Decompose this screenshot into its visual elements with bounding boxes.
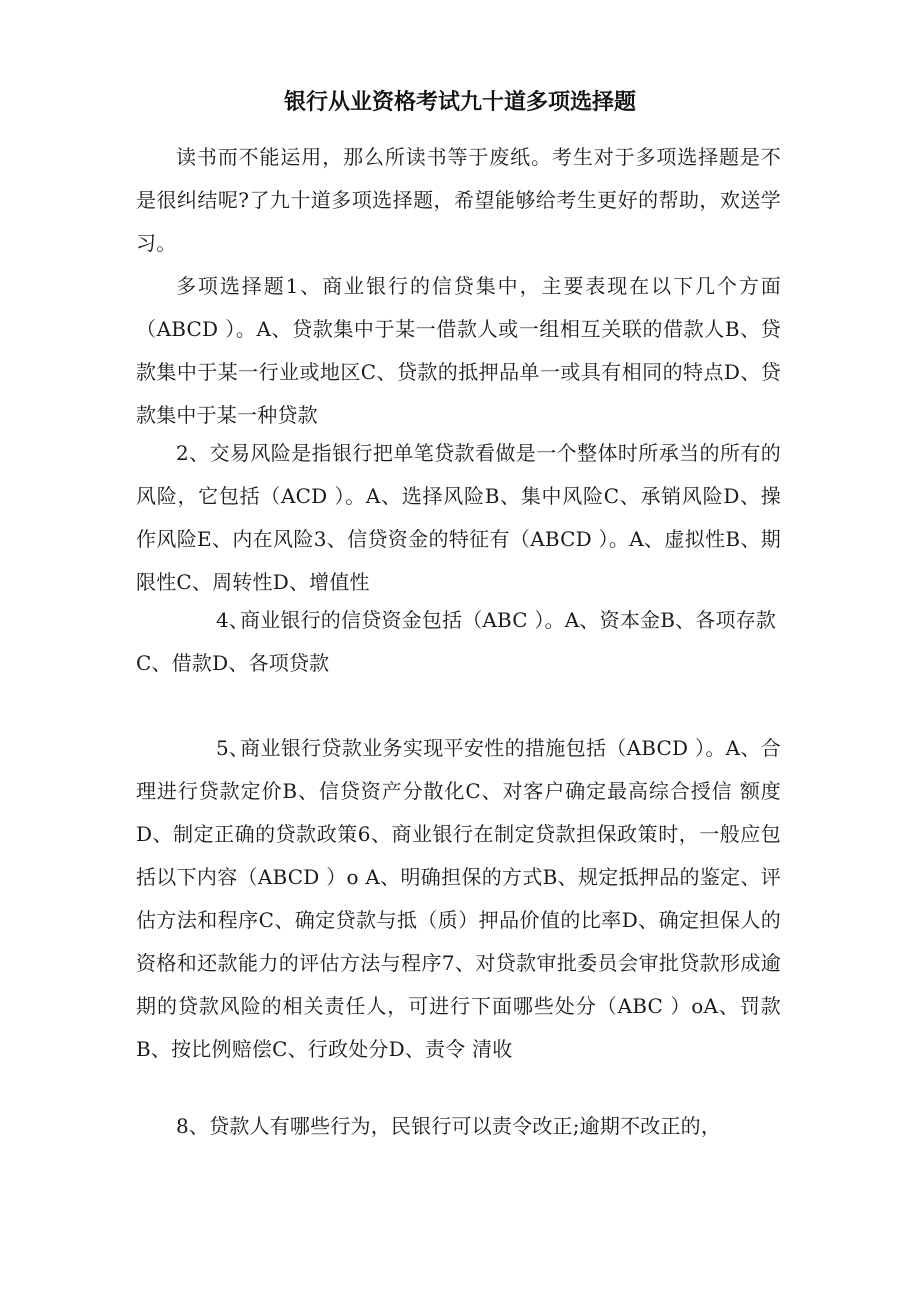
paragraph-question-1: 多项选择题1、商业银行的信贷集中，主要表现在以下几个方面（ABCD ）。A、贷款集中于某一借款人或一组相互关联的借款人B、贷款集中于某一行业或地区C、贷款的抵押品单一或具有相同的特点D、贷款集中于某一种贷款 bbox=[136, 274, 781, 427]
question-block-2-3 bbox=[136, 432, 781, 604]
question-block-8 bbox=[136, 1105, 781, 1148]
question-block-1 bbox=[136, 265, 781, 437]
paragraph-question-4-continuation: C、借款D、各项贷款 bbox=[136, 651, 330, 675]
paragraph-question-4 bbox=[136, 599, 781, 642]
intro-block bbox=[136, 136, 781, 265]
item-4-number: 4、 bbox=[216, 608, 250, 632]
item-5-text: 商业银行贷款业务实现平安性的措施包括（ABCD ）。A、合 理进行贷款定价B、信贷资产分散化C、对客户确定最高综合授信 额度D、制定正确的贷款政策6、商业银行在制定贷款担保政策时，一般应包括以下内容（ABCD ）o A、明确担保的方式B、规定抵押品的鉴定、评估方法和程序C、确定贷款与抵（质）押品价值的比率D、确定担保人的资格和还款能力的评估方法与程序7、对贷款审批委员会审批贷款形成逾期的贷款风险的相关责任人，可进行下面哪些处分（ABC ）oA、罚款B、按比例赔偿C、行政处分D、责令 清收 bbox=[136, 736, 781, 1061]
question-block-5-7 bbox=[136, 727, 781, 1071]
paragraph-question-8: 8、贷款人有哪些行为，民银行可以责令改正;逾期不改正的， bbox=[176, 1114, 722, 1138]
item-5-number: 5、 bbox=[216, 736, 250, 760]
paragraph-question-5-7 bbox=[136, 727, 781, 1071]
paragraph-question-2-3: 2、交易风险是指银行把单笔贷款看做是一个整体时所承当的所有的风险，它包括（ACD ）。A、选择风险B、集中风险C、承销风险D、操作风险E、内在风险3、信贷资金的特征有（ABCD ）。A、虚拟性B、期限性C、周转性D、增值性 bbox=[136, 441, 781, 594]
paragraph-intro: 读书而不能运用，那么所读书等于废纸。考生对于多项选择题是不是很纠结呢?了九十道多项选择题，希望能够给考生更好的帮助，欢送学习。 bbox=[136, 145, 781, 255]
item-4-text: 商业银行的信贷资金包括（ABC ）。A、资本金B、各项存款 bbox=[240, 608, 777, 632]
question-block-4 bbox=[136, 599, 781, 685]
document-title: 银行从业资格考试九十道多项选择题 bbox=[283, 90, 636, 115]
